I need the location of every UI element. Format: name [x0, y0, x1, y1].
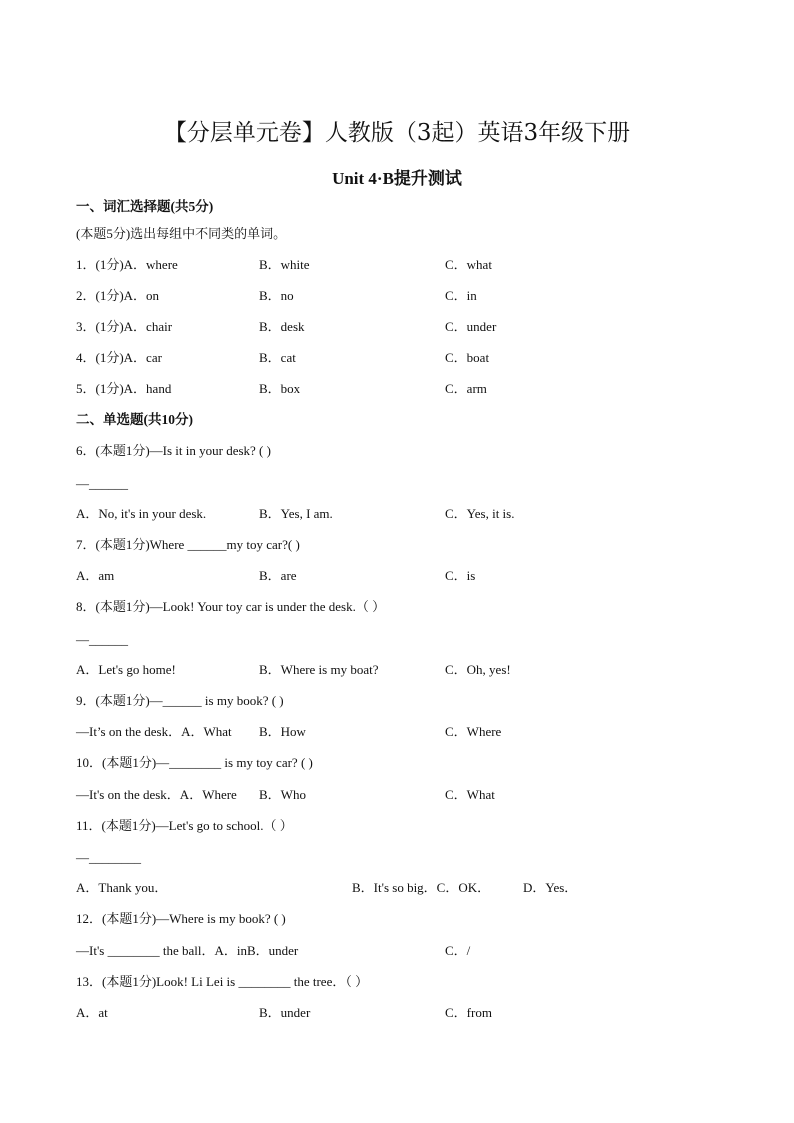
question-10-stem: 10．(本题1分)—________ is my toy car? ( ) [76, 755, 313, 770]
question-8-stem: 8．(本题1分)—Look! Your toy car is under the desk.（ ） [76, 599, 386, 614]
question-11-option-a: A．Thank you． [76, 880, 168, 895]
question-1-option-c: C．what [445, 257, 492, 272]
question-13-stem: 13．(本题1分)Look! Li Lei is ________ the tree．（ ） [76, 974, 369, 989]
question-12-option-c: C．/ [445, 943, 471, 958]
question-1-option-b: B．white [259, 257, 310, 272]
question-11-reply: —________ [76, 850, 141, 865]
question-8-option-b: B．Where is my boat? [259, 662, 379, 677]
question-11-option-bc: B．It's so big．C．OK． [352, 880, 491, 895]
question-8-reply: —______ [76, 632, 128, 647]
question-5-stem: 5．(1分)A．hand [76, 381, 172, 396]
question-3-stem: 3．(1分)A．chair [76, 319, 173, 334]
question-5-option-c: C．arm [445, 381, 487, 396]
question-9-stem: 9．(本题1分)—______ is my book? ( ) [76, 693, 284, 708]
question-2-stem: 2．(1分)A．on [76, 288, 160, 303]
section-heading-vocabulary: 一、词汇选择题(共5分) [76, 199, 214, 214]
question-13-option-c: C．from [445, 1005, 492, 1020]
question-7-stem: 7．(本题1分)Where ______my toy car?( ) [76, 537, 300, 552]
question-3-option-b: B．desk [259, 319, 305, 334]
page-subtitle: Unit 4·B提升测试 [332, 169, 462, 188]
question-1-stem: 1．(1分)A．where [76, 257, 178, 272]
question-9-option-c: C．Where [445, 724, 502, 739]
question-6-option-a: A．No, it's in your desk. [76, 506, 207, 521]
question-6-reply: —______ [76, 476, 128, 491]
question-7-option-b: B．are [259, 568, 297, 583]
question-6-stem: 6．(本题1分)—Is it in your desk? ( ) [76, 443, 271, 458]
question-10-option-b: B．Who [259, 787, 306, 802]
question-6-option-c: C．Yes, it is. [445, 506, 515, 521]
question-12-option-ab: —It's ________ the ball．A．inB．under [76, 943, 299, 958]
section-instruction: (本题5分)选出每组中不同类的单词。 [76, 226, 287, 241]
question-4-stem: 4．(1分)A．car [76, 350, 162, 365]
question-10-option-c: C．What [445, 787, 495, 802]
question-4-option-b: B．cat [259, 350, 296, 365]
question-2-option-c: C．in [445, 288, 477, 303]
section-heading-single-choice: 二、单选题(共10分) [76, 412, 193, 427]
question-9-option-b: B．How [259, 724, 306, 739]
page-title: 【分层单元卷】人教版（3起）英语3年级下册 [163, 120, 631, 146]
question-13-option-b: B．under [259, 1005, 311, 1020]
question-4-option-c: C．boat [445, 350, 490, 365]
question-6-option-b: B．Yes, I am. [259, 506, 333, 521]
question-2-option-b: B．no [259, 288, 294, 303]
question-11-option-d: D．Yes． [523, 880, 578, 895]
question-9-option-a: —It’s on the desk．A．What [76, 724, 232, 739]
question-13-option-a: A．at [76, 1005, 108, 1020]
question-8-option-a: A．Let's go home! [76, 662, 176, 677]
question-8-option-c: C．Oh, yes! [445, 662, 511, 677]
question-3-option-c: C．under [445, 319, 497, 334]
question-7-option-a: A．am [76, 568, 115, 583]
question-5-option-b: B．box [259, 381, 301, 396]
question-12-stem: 12．(本题1分)—Where is my book? ( ) [76, 911, 286, 926]
question-11-stem: 11．(本题1分)—Let's go to school.（ ） [76, 818, 293, 833]
question-10-option-a: —It's on the desk．A．Where [76, 787, 237, 802]
question-7-option-c: C．is [445, 568, 476, 583]
